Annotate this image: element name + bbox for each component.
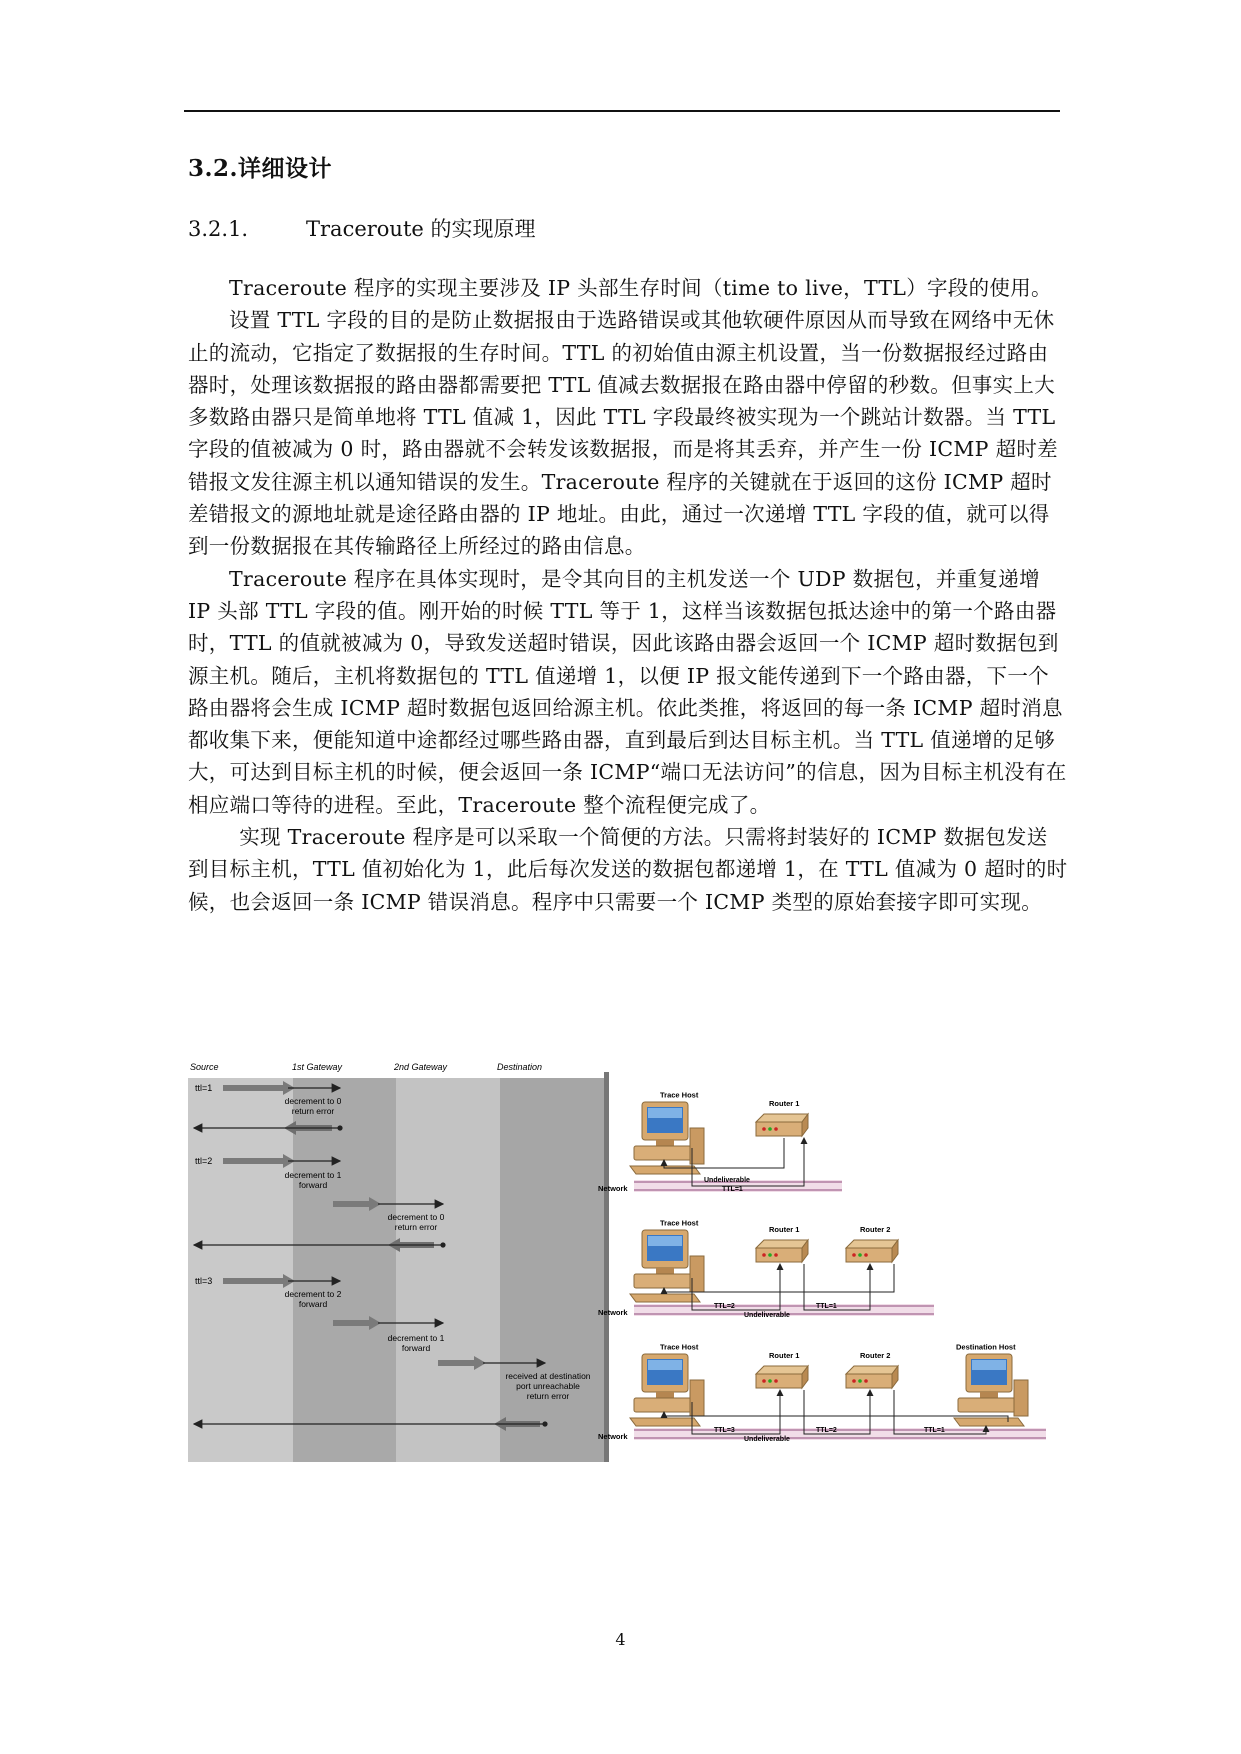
band-source <box>188 1078 293 1462</box>
undeliverable-label: Undeliverable <box>744 1312 790 1319</box>
trace-host-label: Trace Host <box>660 1090 699 1100</box>
note-5b: forward <box>401 1343 431 1353</box>
note-2b: forward <box>298 1180 328 1190</box>
note-2a: decrement to 1 <box>284 1170 342 1180</box>
page-number: 4 <box>615 1630 626 1649</box>
note-4b: forward <box>298 1299 328 1309</box>
network-label: Network <box>598 1308 628 1317</box>
ttl1-label: TTL=1 <box>722 1186 743 1193</box>
subsection-number: 3.2.1. <box>188 217 249 241</box>
col-destination: Destination <box>497 1062 543 1072</box>
note-1a: decrement to 0 <box>284 1096 342 1106</box>
traceroute-sequence-figure <box>188 1060 610 1472</box>
undeliverable-label: Undeliverable <box>744 1436 790 1443</box>
ttl2-label: TTL=2 <box>714 1303 735 1310</box>
router2-label: Router 2 <box>860 1225 891 1234</box>
destination-host-label: Destination Host <box>956 1342 1016 1352</box>
body-text <box>188 272 1068 918</box>
router1-label: Router 1 <box>769 1225 800 1234</box>
router1-label: Router 1 <box>769 1351 800 1360</box>
network-label: Network <box>598 1432 628 1441</box>
sequence-diagram <box>188 1060 610 1472</box>
ttl1-label: TTL=1 <box>816 1303 837 1310</box>
ttl2-label: TTL=2 <box>816 1427 837 1434</box>
ttl-label-1: ttl=1 <box>195 1083 213 1093</box>
router2-label: Router 2 <box>860 1351 891 1360</box>
note-4a: decrement to 2 <box>284 1289 342 1299</box>
network-topology-figure <box>598 1090 1050 1492</box>
paragraph: 实现 Traceroute 程序是可以采取一个简便的方法。只需将封装好的 ICMP 数据包发送到目标主机，TTL 值初始化为 1，此后每次发送的数据包都递增 1，在 TTL 值减为 0 超时的时候，也会返回一条 ICMP 错误消息。程序中只需要一个 ICMP 类型的原始套接字即可实现。 <box>188 825 1068 914</box>
note-6a: received at destination <box>505 1371 591 1381</box>
undeliverable-label: Undeliverable <box>704 1177 750 1184</box>
ttl3-label: TTL=3 <box>714 1427 735 1434</box>
note-5a: decrement to 1 <box>387 1333 445 1343</box>
ttl-label-2: ttl=2 <box>195 1156 213 1166</box>
subsection-heading <box>188 213 536 243</box>
note-3a: decrement to 0 <box>387 1212 445 1222</box>
band-gateway1 <box>293 1078 396 1462</box>
col-gateway1: 1st Gateway <box>292 1062 343 1072</box>
paragraph: Traceroute 程序在具体实现时，是令其向目的主机发送一个 UDP 数据包，并重复递增 IP 头部 TTL 字段的值。刚开始的时候 TTL 等于 1，这样当该数据包抵达途中的第一个路由器时，TTL 的值就被减为 0，导致发送超时错误，因此该路由器会返回一个 ICMP 超时数据包到源主机。随后，主机将数据包的 TTL 值递增 1，以便 IP 报文能传递到下一个路由器，下一个路由器将会生成 ICMP 超时数据包返回给源主机。依此类推，将返回的每一条 ICMP 超时消息都收集下来，便能知道中途都经过哪些路由器，直到最后到达目标主机。当 TTL 值递增的足够大，可达到目标主机的时候，便会返回一条 ICMP“端口无法访问”的信息，因为目标主机没有在相应端口等待的进程。至此，Traceroute 整个流程便完成了。 <box>188 566 1067 817</box>
header-rule <box>184 110 1060 112</box>
band-destination <box>500 1078 604 1462</box>
note-1b: return error <box>291 1106 335 1116</box>
network-label: Network <box>598 1184 628 1193</box>
section-title: 3.2.详细设计 <box>188 155 333 182</box>
ttl1-label: TTL=1 <box>924 1427 945 1434</box>
trace-host-label: Trace Host <box>660 1218 699 1228</box>
trace-host-label: Trace Host <box>660 1342 699 1352</box>
note-6b: port unreachable <box>516 1381 580 1391</box>
subsection-title: Traceroute 的实现原理 <box>306 217 536 241</box>
router1-label: Router 1 <box>769 1099 800 1108</box>
paragraph: 设置 TTL 字段的目的是防止数据报由于选路错误或其他软硬件原因从而导致在网络中无休止的流动，它指定了数据报的生存时间。TTL 的初始值由源主机设置，当一份数据报经过路由器时，处理该数据报的路由器都需要把 TTL 值减去数据报在路由器中停留的秒数。但事实上大多数路由器只是简单地将 TTL 值减 1，因此 TTL 字段最终被实现为一个跳站计数器。当 TTL 字段的值被减为 0 时，路由器就不会转发该数据报，而是将其丢弃，并产生一份 ICMP 超时差错报文发往源主机以通知错误的发生。Traceroute 程序的关键就在于返回的这份 ICMP 超时差错报文的源地址就是途径路由器的 IP 地址。由此，通过一次递增 TTL 字段的值，就可以得到一份数据报在其传输路径上所经过的路由信息。 <box>188 308 1058 559</box>
col-gateway2: 2nd Gateway <box>394 1062 448 1072</box>
note-3b: return error <box>394 1222 438 1232</box>
ttl-label-3: ttl=3 <box>195 1276 213 1286</box>
col-source: Source <box>190 1062 219 1072</box>
topology-diagram <box>598 1090 1050 1492</box>
packet-shaft <box>223 1085 283 1091</box>
paragraph: Traceroute 程序的实现主要涉及 IP 头部生存时间（time to live，TTL）字段的使用。 <box>229 276 1052 300</box>
note-6c: return error <box>526 1391 570 1401</box>
band-gateway2 <box>396 1078 500 1462</box>
